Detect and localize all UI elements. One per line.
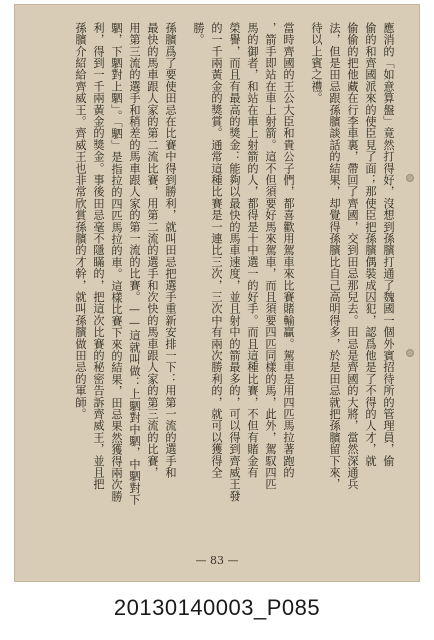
- binding-hole: [406, 349, 414, 357]
- text-column: 勝。: [192, 22, 205, 46]
- text-column: 法，但是田忌跟孫臏談話的結果，却覺得孫臏比自己高明得多，於是田忌就把孫臏留下來，: [328, 22, 341, 490]
- text-column: ，箭手即站在車上射箭。這不但須要好馬來駕車，而且須要四匹同樣的馬，此外，駕馭四匹: [264, 22, 277, 490]
- image-caption: 20130140003_P085: [113, 595, 321, 620]
- text-column: 榮譽，而且有最高的獎金：能夠以最快的馬車速度，並且射中的箭最多的，可以得到齊威王發: [228, 22, 241, 502]
- binding-hole: [406, 174, 414, 182]
- text-column: 待以上賓之禮。: [310, 22, 323, 104]
- text-column: 當時齊國的王公大臣和貴公子們，都喜歡用駕車來比賽賭輸贏。駕車是用四匹馬拉著跑的: [282, 22, 295, 479]
- text-column: 用第三流的選手和稍差的馬車跟人家的第一流的比賽。——這就叫做：上駟對中駟，中駟對下: [128, 22, 141, 506]
- text-column: 駟，下駟對上駟」。「駟」是指拉的四匹馬拉的車。這樣比賽下來的結果，田忌果然獲得兩次勝: [110, 22, 123, 503]
- text-column: 最快的馬車跟人家的第二流比賽，用第二流的選手和次快的馬車跟人家的第三流的比賽，: [146, 22, 159, 479]
- text-column: 利，得到一千兩黃金的獎金。事後田忌毫不隱瞞的，把這次比賽的秘密告訴齊威王，並且把: [92, 22, 105, 490]
- document-page: [14, 4, 420, 582]
- text-column: 孫臏介紹給齊威王。齊威王也非常欣賞孫臏的才幹，就叫孫臏做田忌的軍師。: [74, 22, 87, 420]
- page-number: — 83 —: [195, 554, 239, 567]
- text-column: 偷的和齊國派來的使臣見了面；那使臣把孫臏偶裝成囚犯，認爲他是了不得的人才，就: [364, 22, 377, 467]
- text-column: 偷偷的把他藏在行李車裏，帶回了齊國，交到田忌那兒去。田忌是齊國的大將，當然深通兵: [346, 22, 359, 490]
- text-column: 應消的「如意算盤」竟然打得好，沒想到孫臏打通了魏國一個外賓招待所的管理員，偷: [382, 22, 395, 467]
- text-column: 孫臏爲了要使田忌在比賽中得到勝利，就叫田忌把選手重新安排一下：用第一流的選手和: [164, 22, 177, 479]
- text-column: 的一千兩黃金的獎賞。通常這種比賽是一連比三次，三次中有兩次勝利的，就可以獲得全: [210, 22, 223, 479]
- text-column: 馬的御者，和站在車上射箭的人，都得是十中選一的好手。而且這種比賽，不但有賭金有: [246, 22, 259, 479]
